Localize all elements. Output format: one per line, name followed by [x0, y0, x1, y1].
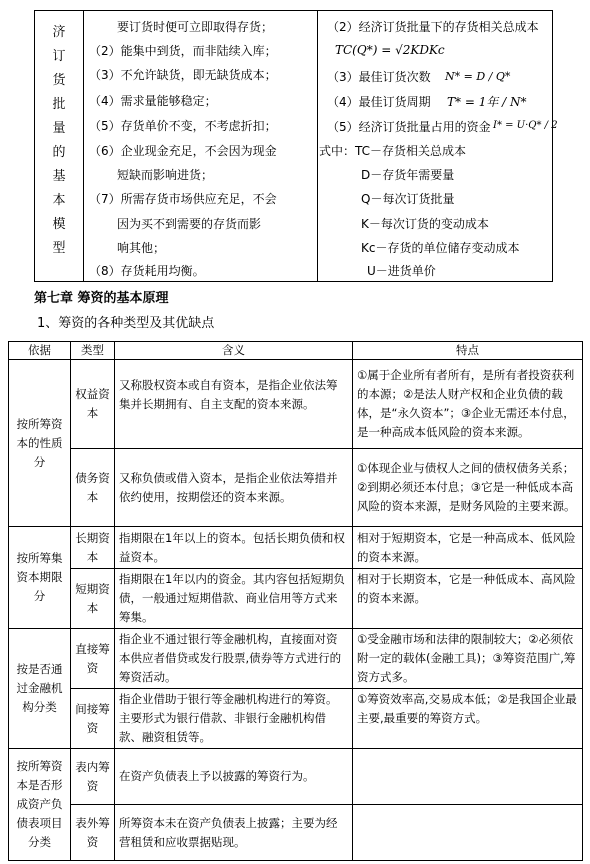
legend-intro: 式中：TC－存货相关总成本 — [319, 144, 467, 158]
formula-tc: TC(Q*) = √2KDKc — [335, 43, 445, 57]
model-label-char: 济 — [52, 25, 66, 40]
type-cell: 表内筹资 — [71, 749, 115, 805]
meaning-cell: 指期限在1年以上的资本。包括长期负债和权益资本。 — [115, 527, 353, 569]
features-cell: ①筹资效率高,交易成本低；②是我国企业最主要,最重要的筹资方式。 — [353, 689, 583, 749]
model-label-char: 订 — [52, 49, 66, 64]
type-cell: 直接筹资 — [71, 629, 115, 689]
header-features: 特点 — [353, 342, 583, 360]
features-cell: ①受金融市场和法律的限制较大；②必须依附一定的载体(金融工具)；③筹资范围广,筹资方式多。 — [353, 629, 583, 689]
assumption-line: 要订货时便可立即取得存货； — [117, 20, 274, 34]
meaning-cell: 指企业不通过银行等金融机构，直接面对资本供应者借贷或发行股票,债券等方式进行的筹资活动。 — [115, 629, 353, 689]
basis-cell: 按所筹资本是否形成资产负债表项目分类 — [9, 749, 71, 861]
type-cell: 长期资本 — [71, 527, 115, 569]
legend-item: Kc－存货的单位储存变动成本 — [361, 241, 520, 255]
header-meaning: 含义 — [115, 342, 353, 360]
legend-item: Q－每次订货批量 — [361, 192, 455, 206]
chapter-title: 第七章 筹资的基本原理 — [34, 291, 169, 306]
table-row — [9, 569, 583, 629]
assumption-line: （3）不允许缺货，即无缺货成本； — [89, 68, 277, 82]
model-label-char: 型 — [52, 241, 66, 256]
assumption-line: （6）企业现金充足，不会因为现金 — [89, 144, 277, 158]
meaning-cell: 又称负债或借入资本，是指企业依法筹措并依约使用，按期偿还的资本来源。 — [115, 449, 353, 527]
table-row — [9, 749, 583, 805]
features-cell: ①属于企业所有者所有，是所有者投资获利的本源；②是法人财产权和企业负债的载体，是“永久资本”；③企业无需还本付息，是一种高成本低风险的资本来源。 — [353, 360, 583, 449]
features-cell: ①体现企业与债权人之间的债权债务关系；②到期必须还本付息；③它是一种低成本高风险的资本来源，是财务风险的主要来源。 — [353, 449, 583, 527]
features-cell — [353, 749, 583, 805]
assumption-line: 短缺而影响进货； — [117, 168, 214, 182]
basis-cell: 按是否通过金融机构分类 — [9, 629, 71, 749]
assumption-line: （5）存货单价不变，不考虑折扣； — [89, 119, 277, 133]
basis-cell: 按所筹集资本期限分 — [9, 527, 71, 629]
model-label-char: 的 — [52, 145, 66, 160]
financing-types-table — [8, 341, 583, 861]
eoq-assumptions-column — [83, 11, 318, 281]
assumption-line: （2）能集中到货，而非陆续入库； — [89, 44, 277, 58]
basis-cell: 按所筹资本的性质分 — [9, 360, 71, 527]
meaning-cell: 在资产负债表上予以披露的筹资行为。 — [115, 749, 353, 805]
table-header-row — [9, 342, 583, 360]
meaning-cell: 又称股权资本或自有资本，是指企业依法筹集并长期拥有、自主支配的资本来源。 — [115, 360, 353, 449]
type-cell: 权益资本 — [71, 360, 115, 449]
section-title: 1、筹资的各种类型及其优缺点 — [37, 316, 215, 331]
formula-t-label: （4）最佳订货周期 — [327, 95, 431, 109]
assumption-line: 因为买不到需要的存货而影 — [117, 217, 262, 231]
features-cell: 相对于短期资本，它是一种高成本、低风险的资本来源。 — [353, 527, 583, 569]
assumption-line: 响其他； — [117, 241, 166, 255]
type-cell: 表外筹资 — [71, 805, 115, 861]
meaning-cell: 指期限在1年以内的资金。其内容包括短期负债，一般通过短期借款、商业信用等方式来筹集。 — [115, 569, 353, 629]
eoq-table — [34, 10, 558, 282]
eoq-formulas-column — [317, 11, 558, 281]
table-row — [9, 449, 583, 527]
meaning-cell: 所筹资本未在资产负债表上披露；主要为经营租赁和应收票据贴现。 — [115, 805, 353, 861]
formula-t: T* = 1年 / N* — [447, 95, 527, 109]
table-row — [9, 689, 583, 749]
type-cell: 短期资本 — [71, 569, 115, 629]
assumption-line: （8）存货耗用均衡。 — [89, 264, 205, 278]
model-label-char: 量 — [52, 121, 66, 136]
legend-item: K－每次订货的变动成本 — [361, 217, 489, 231]
header-basis: 依据 — [9, 342, 71, 360]
features-cell — [353, 805, 583, 861]
model-label-char: 基 — [52, 169, 66, 184]
table-row — [9, 527, 583, 569]
model-label-char: 本 — [52, 193, 66, 208]
formula-i: I* = U·Q* / 2 — [493, 120, 558, 131]
model-label-char: 模 — [52, 217, 66, 232]
eoq-model-label-column — [35, 11, 84, 281]
table-row — [9, 360, 583, 449]
legend-item: U－进货单价 — [367, 264, 436, 278]
type-cell: 债务资本 — [71, 449, 115, 527]
legend-item: D－存货年需要量 — [361, 168, 455, 182]
type-cell: 间接筹资 — [71, 689, 115, 749]
assumption-line: （7）所需存货市场供应充足，不会 — [89, 192, 277, 206]
features-cell: 相对于长期资本，它是一种低成本、高风险的资本来源。 — [353, 569, 583, 629]
model-label-char: 批 — [52, 97, 66, 112]
header-type: 类型 — [71, 342, 115, 360]
formula-tc-label: （2）经济订货批量下的存货相关总成本 — [327, 20, 539, 34]
assumption-line: （4）需求量能够稳定； — [89, 94, 217, 108]
table-row — [9, 805, 583, 861]
model-label-char: 货 — [52, 73, 66, 88]
formula-n-label: （3）最佳订货次数 — [327, 70, 431, 84]
meaning-cell: 指企业借助于银行等金融机构进行的筹资。主要形式为银行借款、非银行金融机构借款、融资租赁等。 — [115, 689, 353, 749]
table-row — [9, 629, 583, 689]
formula-i-label: （5）经济订货批量占用的资金 — [327, 120, 491, 134]
formula-n: N* = D / Q* — [445, 70, 511, 83]
